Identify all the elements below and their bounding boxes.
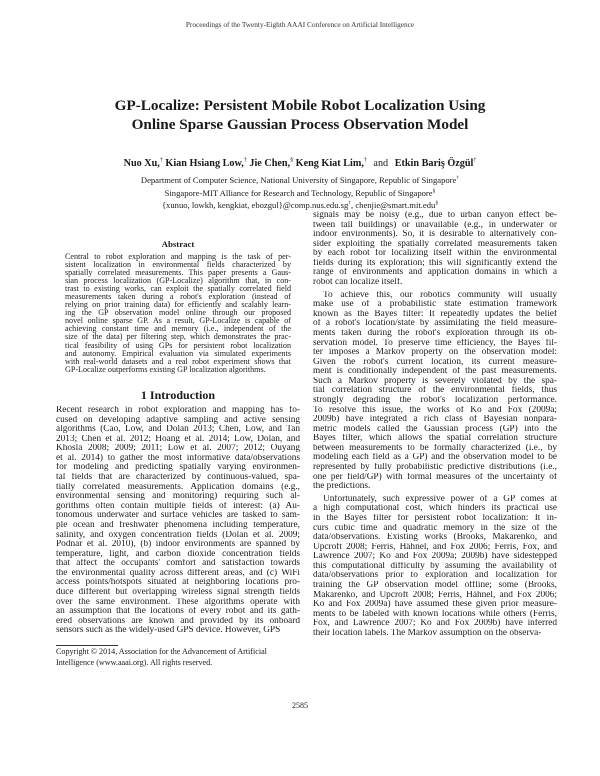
- text-line: robot can localize itself.: [313, 278, 403, 288]
- text-line: algorithms (Cao, Low, and Dolan 2013; Chen, Low, and Tan: [56, 425, 300, 435]
- text-line: tial correlation structure of the environmental fields, thus: [313, 386, 557, 396]
- author: Etkin Bariş Özgül†: [394, 158, 477, 170]
- author: Nuo Xu,†: [123, 158, 163, 170]
- author: Keng Kiat Lim,†: [295, 158, 367, 170]
- text-line: between measurements to be formally characterized (i.e., by: [313, 443, 557, 453]
- paragraph: [313, 495, 557, 639]
- paragraph: [56, 406, 300, 636]
- text-line: that affect the occupants' comfort and satisfaction towards: [56, 559, 300, 569]
- affiliation: Department of Computer Science, National University of Singapore, Republic of Singapore†: [140, 174, 460, 185]
- text-line: access points/hotspots situated at neighboring locations pro-: [56, 578, 300, 588]
- text-line: training the GP observation model offline; some (Brooks,: [313, 580, 557, 590]
- author-list: [0, 158, 600, 169]
- text-line: their location labels. The Markov assumption on the observa-: [313, 628, 542, 638]
- title-line: Online Sparse Gaussian Process Observation Model: [131, 116, 469, 133]
- text-line: temperature, light, and carbon dioxide concentration fields: [56, 549, 300, 559]
- page-number: 2585: [292, 701, 308, 710]
- text-line: tical feasibility of using GPs for persistent robot localization: [65, 341, 291, 350]
- text-line: cused on developing adaptive sampling and active sensing: [56, 415, 300, 425]
- text-line: size of the data) per filtering step, which demonstrates the prac-: [65, 333, 291, 342]
- text-line: Recent research in robot exploration and mapping has fo-: [56, 406, 300, 415]
- text-line: ment is conditionally independent of the past measurements.: [313, 367, 557, 377]
- text-line: spatially correlated measurements. This paper presents a Gaus-: [65, 269, 291, 278]
- text-line: sider exploiting the spatially correlated measurements taken: [313, 239, 557, 249]
- text-line: Bayes filter, which allows the spatial correlation structure: [313, 434, 557, 444]
- text-line: Given the robot's current location, its current measure-: [313, 357, 557, 367]
- paper-title: [0, 96, 600, 134]
- text-line: ple ocean and freshwater phenomena including temperature,: [56, 520, 300, 530]
- text-line: sensors such as the widely-used GPS device. However, GPS: [56, 626, 281, 636]
- text-line: a high computational cost, which hinders its practical use: [313, 504, 557, 514]
- text-line: signals may be noisy (e.g., due to urban canyon effect be-: [313, 211, 557, 220]
- text-line: Fox, and Lawrence 2007; Ko and Fox 2009b) have inferred: [313, 619, 557, 629]
- left-column-text: [56, 406, 300, 639]
- text-line: ments taken during the robot's exploration through its ob-: [313, 328, 557, 338]
- text-line: environmental sensing and monitoring) requiring such al-: [56, 492, 300, 502]
- text-line: of a robot's location/state by assimilating the field measure-: [313, 319, 557, 329]
- text-line: ered observations are known and provided by its onboard: [56, 616, 300, 626]
- text-line: measurements taken during a robot's exploration (instead of: [65, 293, 291, 302]
- text-line: Ko and Fox 2009a) have assumed these given prior measure-: [313, 600, 557, 610]
- text-line: known as the Bayes filter: It repeatedly updates the belief: [313, 309, 557, 319]
- text-line: sistent localization in environmental fields characterized by: [65, 261, 291, 270]
- author-emails: {xunuo, lowkh, kengkiat, ebozgul}@comp.nus.edu.sg†, chenjie@smart.mit.edu§: [161, 199, 439, 210]
- text-line: with real-world datasets and a real robot experiment shows that: [65, 357, 291, 366]
- text-line: Podnar et al. 2010), (b) indoor environments are spanned by: [56, 540, 300, 550]
- text-line: represented by fully probabilistic predictive distributions (i.e.,: [313, 463, 557, 473]
- text-line: Makarenko, and Upcroft 2008; Ferris, Hähnel, and Fox 2006;: [313, 590, 557, 600]
- right-column-text: [313, 211, 557, 641]
- text-line: over the same environment. These algorithms operate with: [56, 597, 300, 607]
- copyright-line: Copyright © 2014, Association for the Advancement of Artificial: [56, 647, 267, 656]
- text-line: an assumption that the locations of every robot and its gath-: [56, 607, 300, 617]
- text-line: To achieve this, our robotics community will usually: [323, 290, 557, 300]
- text-line: novel online sparse GP. As a result, GP-Localize is capable of: [65, 317, 291, 326]
- paragraph: [313, 291, 557, 492]
- text-line: by each robot for localizing itself within the environmental: [313, 249, 557, 259]
- text-line: in the Bayes filter for persistent robot localization: It in-: [313, 513, 557, 523]
- paragraph: [65, 253, 291, 374]
- text-line: Lawrence 2007; Ko and Fox 2009a; 2009b) have sidestepped: [313, 552, 557, 562]
- text-line: Central to robot exploration and mapping is the task of per-: [65, 253, 291, 261]
- footnote-rule: [56, 645, 118, 646]
- text-line: To resolve this issue, the works of Ko and Fox (2009a;: [313, 405, 557, 415]
- section-heading-introduction: 1 Introduction: [140, 388, 216, 402]
- text-line: GP-Localize outperforms existing GP localization algorithms.: [65, 365, 266, 374]
- text-line: Khosla 2008; 2009; 2011; Low et al. 2007; 2012; Ouyang: [56, 444, 300, 454]
- abstract-body: [65, 253, 291, 377]
- text-line: this computational difficulty by assuming the availability of: [313, 561, 557, 571]
- text-line: ments to be labeled with known locations while others (Ferris,: [313, 609, 557, 619]
- text-line: achieving constant time and memory (i.e., independent of the: [65, 325, 291, 334]
- text-line: Such a Markov property is severely violated by the spa-: [313, 376, 557, 386]
- text-line: curs cubic time and quadratic memory in the size of the: [313, 523, 557, 533]
- and-text: and: [373, 158, 389, 170]
- text-line: ter imposes a Markov property on the observation model:: [313, 348, 557, 358]
- copyright-notice: [56, 647, 300, 668]
- abstract-heading: Abstract: [161, 239, 195, 249]
- text-line: data/observations. Existing works (Brooks, Makarenko, and: [313, 533, 557, 543]
- author: Kian Hsiang Low,†: [165, 158, 247, 170]
- text-line: gorithms often contain multiple fields of interest: (a) Au-: [56, 501, 300, 511]
- text-line: salinity, and oxygen concentration fields (Dolan et al. 2009;: [56, 530, 300, 540]
- text-line: relying on prior training data) for efficiently and scalably learn-: [65, 301, 291, 310]
- text-line: one per field/GP) with formal measures of the uncertainty of: [313, 472, 557, 482]
- text-line: sian process localization (GP-Localize) algorithm that, in con-: [65, 277, 291, 286]
- author: Jie Chen,§: [249, 158, 294, 170]
- title-line: GP-Localize: Persistent Mobile Robot Localization Using: [114, 97, 486, 114]
- text-line: the predictions.: [313, 482, 371, 492]
- text-line: ing the GP observation model online through our proposed: [65, 309, 291, 318]
- copyright-line: Intelligence (www.aaai.org). All rights reserved.: [56, 657, 213, 667]
- text-line: 2013; Chen et al. 2012; Hoang et al. 2014; Low, Dolan, and: [56, 434, 300, 444]
- affiliation: Singapore-MIT Alliance for Research and Technology, Republic of Singapore§: [164, 187, 436, 198]
- text-line: for modeling and predicting spatially varying environmen-: [56, 463, 300, 473]
- text-line: tonomous underwater and surface vehicles are tasked to sam-: [56, 511, 300, 521]
- text-line: Upcroft 2008; Ferris, Hähnel, and Fox 2006; Ferris, Fox, and: [313, 542, 557, 552]
- text-line: et al. 2014) to gather the most informative data/observations: [56, 453, 300, 463]
- text-line: modeling each field as a GP) and the observation model to be: [313, 453, 557, 463]
- text-line: the environmental quality across different areas, and (c) WiFi: [56, 568, 300, 578]
- text-line: tal fields that are characterized by continuous-valued, spa-: [56, 473, 300, 483]
- paragraph: [313, 211, 557, 288]
- text-line: fields during its exploration; this will significantly extend the: [313, 258, 557, 268]
- text-line: tially correlated measurements. Application domains (e.g.,: [56, 482, 300, 492]
- text-line: make use of a probabilistic state estimation framework: [313, 300, 557, 310]
- text-line: data/observations prior to exploration and localization for: [313, 571, 557, 581]
- text-line: tween tall buildings) or unavailable (e.g., in underwater or: [313, 220, 557, 230]
- text-line: 2009b) have integrated a rich class of Bayesian nonpara-: [313, 415, 557, 425]
- text-line: range of environments and application domains in which a: [313, 268, 557, 278]
- text-line: servation model. To preserve time efficiency, the Bayes fil-: [313, 338, 557, 348]
- text-line: metric models called the Gaussian process (GP) into the: [313, 424, 557, 434]
- text-line: Unfortunately, such expressive power of a GP comes at: [323, 494, 557, 504]
- text-line: and autonomy. Empirical evaluation via simulated experiments: [65, 349, 291, 358]
- text-line: duce different but overlapping wireless signal strength fields: [56, 587, 300, 597]
- running-header: Proceedings of the Twenty-Eighth AAAI Conference on Artificial Intelligence: [185, 20, 415, 29]
- text-line: strongly degrading the robot's localization performance.: [313, 395, 557, 405]
- text-line: trast to existing works, can exploit the spatially correlated field: [65, 285, 291, 294]
- text-line: indoor environments). So, it is desirable to alternatively con-: [313, 230, 557, 240]
